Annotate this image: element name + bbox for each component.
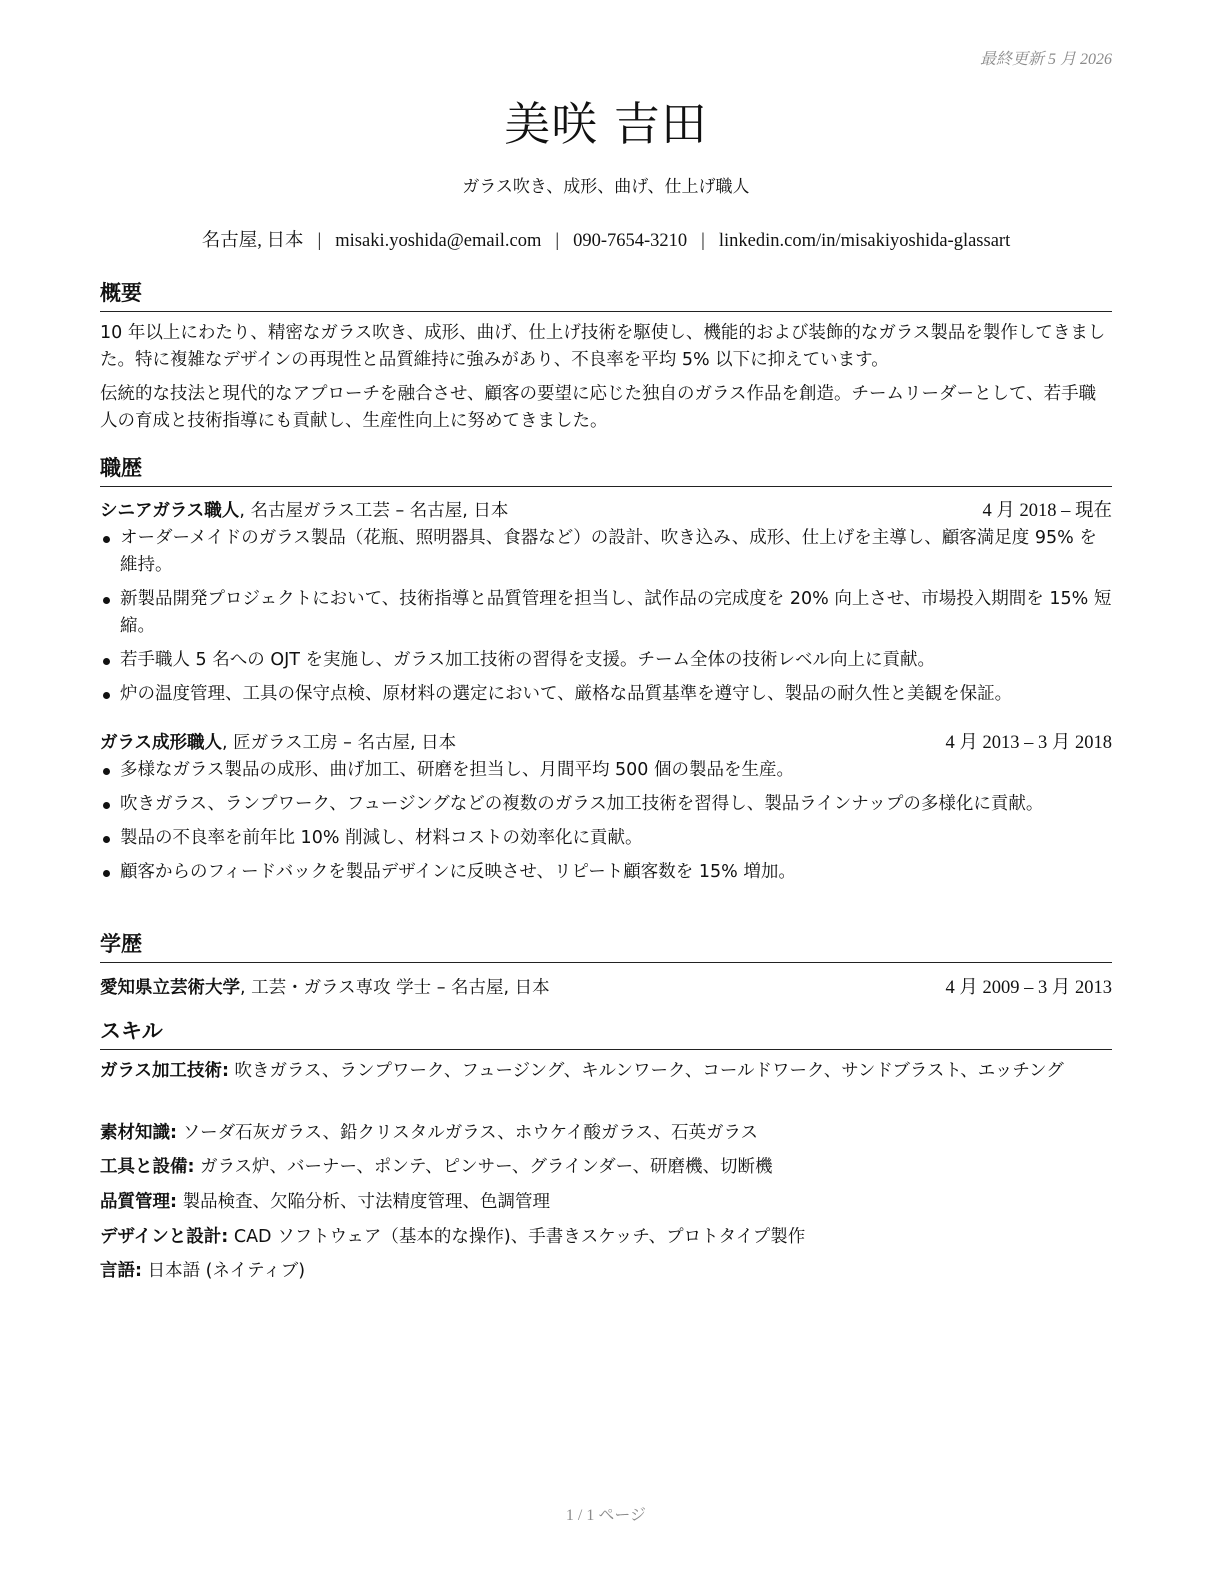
job-company: , 匠ガラス工房 – 名古屋, 日本	[221, 733, 457, 753]
contact-phone[interactable]: 090-7654-3210	[573, 231, 688, 251]
job-role: シニアガラス職人	[100, 501, 240, 521]
job-bullets	[100, 757, 1112, 893]
skill-value: ガラス炉、バーナー、ポンテ、ピンサー、グラインダー、研磨機、切断機	[194, 1157, 773, 1177]
skill-label: 品質管理:	[100, 1192, 177, 1212]
job-title-company	[100, 497, 508, 522]
last-updated: 最終更新 5 月 2026	[979, 51, 1112, 68]
skill-line	[100, 1120, 1112, 1147]
candidate-name: 美咲 吉田	[504, 97, 708, 151]
job-title-company	[100, 729, 456, 754]
job-dates: 4 月 2018 – 現在	[982, 501, 1112, 521]
skill-label: 素材知識:	[100, 1123, 177, 1143]
list-item: 吹きガラス、ランプワーク、フュージングなどの複数のガラス加工技術を習得し、製品ラインナップの多様化に貢献。	[100, 791, 1112, 818]
list-item: 炉の温度管理、工具の保守点検、原材料の選定において、厳格な品質基準を遵守し、製品の耐久性と美観を保証。	[100, 681, 1112, 708]
skill-line	[100, 1258, 1112, 1285]
job-company: , 名古屋ガラス工芸 – 名古屋, 日本	[239, 501, 509, 521]
skill-label: デザインと設計:	[100, 1227, 229, 1247]
job-role: ガラス成形職人	[100, 733, 222, 753]
contact-line	[100, 226, 1112, 252]
section-title-experience: 職歴	[100, 452, 1112, 487]
education-detail: , 工芸・ガラス専攻 学士 – 名古屋, 日本	[240, 978, 550, 998]
skill-line	[100, 1058, 1112, 1085]
job-header	[100, 728, 1112, 754]
list-item: 製品の不良率を前年比 10% 削減し、材料コストの効率化に貢献。	[100, 825, 1112, 852]
resume-page	[100, 0, 1112, 1584]
list-item: 若手職人 5 名への OJT を実施し、ガラス加工技術の習得を支援。チーム全体の技術レベル向上に貢献。	[100, 647, 1112, 674]
page-indicator: 1 / 1 ページ	[565, 1507, 647, 1524]
skill-value: 吹きガラス、ランプワーク、フュージング、キルンワーク、コールドワーク、サンドブラスト、エッチング	[228, 1061, 1064, 1081]
summary-paragraph-1: 10 年以上にわたり、精密なガラス吹き、成形、曲げ、仕上げ技術を駆使し、機能的および装飾的なガラス製品を製作してきました。特に複雑なデザインの再現性と品質維持に強みがあり、不良率を平均 5% 以下に抑えています。	[100, 323, 1106, 370]
contact-location: 名古屋, 日本	[201, 231, 304, 251]
education-header	[100, 973, 1112, 999]
list-item: 顧客からのフィードバックを製品デザインに反映させ、リピート顧客数を 15% 増加。	[100, 859, 1112, 886]
skill-label: 言語:	[100, 1261, 142, 1281]
contact-separator: |	[317, 231, 322, 251]
job-dates: 4 月 2013 – 3 月 2018	[945, 733, 1112, 753]
skill-value: ソーダ石灰ガラス、鉛クリスタルガラス、ホウケイ酸ガラス、石英ガラス	[177, 1123, 758, 1143]
skill-value: 製品検査、欠陥分析、寸法精度管理、色調管理	[177, 1192, 551, 1212]
skill-value: CAD ソフトウェア（基本的な操作)、手書きスケッチ、プロトタイプ製作	[228, 1227, 806, 1247]
skill-line	[100, 1189, 1112, 1216]
job-subtitle: ガラス吹き、成形、曲げ、仕上げ職人	[462, 177, 750, 197]
skill-line	[100, 1154, 1112, 1181]
list-item: オーダーメイドのガラス製品（花瓶、照明器具、食器など）の設計、吹き込み、成形、仕上げを主導し、顧客満足度 95% を維持。	[100, 525, 1112, 579]
education-school: 愛知県立芸術大学	[100, 978, 240, 998]
skill-line	[100, 1224, 1112, 1251]
section-title-education: 学歴	[100, 928, 1112, 963]
job-header	[100, 496, 1112, 522]
job-bullets	[100, 525, 1112, 715]
summary-paragraph-2: 伝統的な技法と現代的なアプローチを融合させ、顧客の要望に応じた独自のガラス作品を創造。チームリーダーとして、若手職人の育成と技術指導にも貢献し、生産性向上に努めてきました。	[100, 384, 1097, 431]
contact-separator: |	[555, 231, 560, 251]
section-title-skills: スキル	[100, 1015, 1112, 1050]
skill-value: 日本語 (ネイティブ)	[142, 1261, 306, 1281]
section-title-summary: 概要	[100, 277, 1112, 312]
skill-label: ガラス加工技術:	[100, 1061, 229, 1081]
contact-linkedin[interactable]: linkedin.com/in/misakiyoshida-glassart	[718, 231, 1011, 251]
contact-separator: |	[701, 231, 705, 251]
education-school-detail	[100, 974, 550, 999]
education-dates: 4 月 2009 – 3 月 2013	[945, 978, 1112, 998]
skill-label: 工具と設備:	[100, 1157, 195, 1177]
list-item: 多様なガラス製品の成形、曲げ加工、研磨を担当し、月間平均 500 個の製品を生産。	[100, 757, 1112, 784]
contact-email[interactable]: misaki.yoshida@email.com	[335, 231, 542, 251]
list-item: 新製品開発プロジェクトにおいて、技術指導と品質管理を担当し、試作品の完成度を 20% 向上させ、市場投入期間を 15% 短縮。	[100, 586, 1112, 640]
